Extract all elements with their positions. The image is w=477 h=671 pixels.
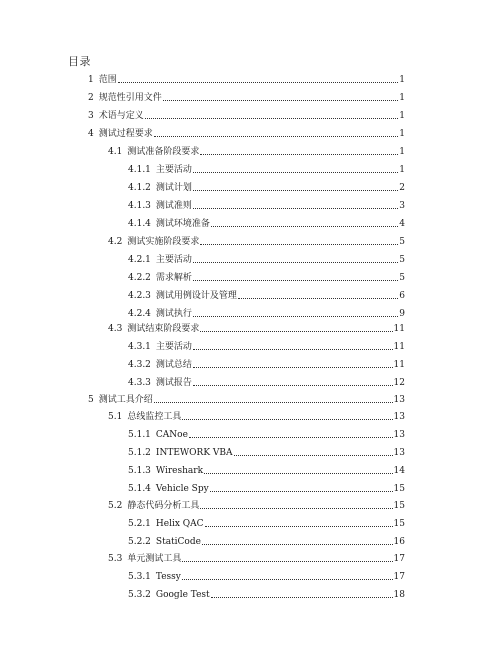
toc-title: 目录 <box>68 55 91 68</box>
toc-entry-page-number: 1 <box>399 129 405 139</box>
toc-entry-label: 测试报告 <box>155 378 192 388</box>
dot-leader <box>200 244 398 245</box>
toc-entry[interactable] <box>128 534 405 548</box>
toc-entry-number: 5.2.2 <box>128 537 151 547</box>
toc-entry[interactable] <box>128 516 405 530</box>
toc-entry-number: 4.2.4 <box>128 309 151 319</box>
toc-entry-label: 术语与定义 <box>98 111 144 121</box>
toc-entry[interactable] <box>128 569 405 583</box>
toc-entry-number: 4.1 <box>108 147 123 157</box>
toc-entry-number: 2 <box>88 93 94 103</box>
toc-entry[interactable] <box>128 481 405 495</box>
dot-leader <box>189 437 393 438</box>
toc-entry-label: 测试环境准备 <box>155 219 210 229</box>
toc-entry-page-number: 13 <box>393 412 405 422</box>
dot-leader <box>182 561 392 562</box>
toc-entry-number: 5.3.2 <box>128 590 151 600</box>
toc-entry-label: 测试计划 <box>155 183 192 193</box>
toc-entry-number: 4.1.3 <box>128 201 151 211</box>
toc-entry-page-number: 3 <box>399 201 405 211</box>
toc-entry-page-number: 4 <box>399 219 405 229</box>
toc-entry-number: 5.3.1 <box>128 572 151 582</box>
toc-entry[interactable] <box>128 357 405 371</box>
toc-entry-page-number: 13 <box>393 448 405 458</box>
toc-entry-page-number: 5 <box>399 237 405 247</box>
toc-entry[interactable] <box>88 108 405 122</box>
toc-entry-number: 1 <box>88 75 94 85</box>
toc-entry-label: 单元测试工具 <box>127 554 182 564</box>
toc-entry-page-number: 5 <box>399 255 405 265</box>
toc-entry-number: 4.1.4 <box>128 219 151 229</box>
toc-entry-label: 主要活动 <box>155 342 192 352</box>
toc-entry-page-number: 14 <box>393 466 405 476</box>
toc-entry-label: 测试实施阶段要求 <box>127 237 200 247</box>
toc-entry-label: 测试执行 <box>155 309 192 319</box>
toc-entry-number: 5.1.1 <box>128 430 151 440</box>
toc-entry-label: Vehicle Spy <box>155 484 209 494</box>
toc-entry[interactable] <box>108 234 405 248</box>
toc-entry-label: 测试准则 <box>155 201 192 211</box>
dot-leader <box>163 100 398 101</box>
toc-entry[interactable] <box>128 288 405 302</box>
toc-entry-label: 静态代码分析工具 <box>127 501 200 511</box>
dot-leader <box>193 385 393 386</box>
toc-entry-page-number: 1 <box>399 75 405 85</box>
toc-entry[interactable] <box>108 144 405 158</box>
dot-leader <box>204 473 393 474</box>
toc-entry[interactable] <box>128 375 405 389</box>
dot-leader <box>205 526 393 527</box>
toc-entry-number: 4.1.1 <box>128 165 151 175</box>
toc-entry-label: 测试准备阶段要求 <box>127 147 200 157</box>
toc-entry-number: 4.2.2 <box>128 273 151 283</box>
toc-entry-number: 5.1.4 <box>128 484 151 494</box>
toc-entry[interactable] <box>128 198 405 212</box>
toc-entry[interactable] <box>128 587 405 601</box>
toc-entry-number: 4.3.3 <box>128 378 151 388</box>
dot-leader <box>193 208 398 209</box>
toc-entry-number: 5.1 <box>108 412 123 422</box>
toc-entry[interactable] <box>108 551 405 565</box>
toc-entry-page-number: 1 <box>399 147 405 157</box>
toc-entry-label: Google Test <box>155 590 210 600</box>
toc-entry[interactable] <box>88 392 405 406</box>
toc-entry-number: 5.1.2 <box>128 448 151 458</box>
toc-entry-label: INTEWORK VBA <box>155 448 233 458</box>
toc-entry[interactable] <box>108 321 405 335</box>
toc-entry-number: 4.2 <box>108 237 123 247</box>
toc-entry-page-number: 5 <box>399 273 405 283</box>
toc-entry-label: 测试用例设计及管理 <box>155 291 237 301</box>
toc-entry-page-number: 11 <box>393 324 405 334</box>
toc-entry-page-number: 6 <box>399 291 405 301</box>
toc-entry-label: 测试过程要求 <box>98 129 153 139</box>
toc-entry-label: Wireshark <box>155 466 204 476</box>
dot-leader <box>193 349 393 350</box>
toc-entry-page-number: 11 <box>393 360 405 370</box>
toc-entry[interactable] <box>128 252 405 266</box>
toc-entry-number: 4.2.3 <box>128 291 151 301</box>
toc-entry[interactable] <box>128 339 405 353</box>
toc-entry-page-number: 13 <box>393 395 405 405</box>
toc-entry[interactable] <box>108 498 405 512</box>
toc-entry-page-number: 12 <box>393 378 405 388</box>
dot-leader <box>238 298 398 299</box>
toc-entry-label: Tessy <box>155 572 181 582</box>
dot-leader <box>118 82 398 83</box>
toc-entry-label: 测试结束阶段要求 <box>127 324 200 334</box>
toc-entry-number: 4.3 <box>108 324 123 334</box>
toc-entry[interactable] <box>108 409 405 423</box>
toc-entry-label: Helix QAC <box>155 519 204 529</box>
toc-entry-page-number: 15 <box>393 501 405 511</box>
toc-entry[interactable] <box>88 72 405 86</box>
toc-entry-label: 测试工具介绍 <box>98 395 153 405</box>
toc-entry-number: 4 <box>88 129 94 139</box>
toc-entry-number: 3 <box>88 111 94 121</box>
toc-entry-page-number: 18 <box>393 590 405 600</box>
toc-entry-number: 4.3.2 <box>128 360 151 370</box>
dot-leader <box>193 172 398 173</box>
toc-entry[interactable] <box>128 216 405 230</box>
toc-entry-label: 主要活动 <box>155 255 192 265</box>
toc-entry-label: StatiCode <box>155 537 201 547</box>
toc-entry-label: 总线监控工具 <box>127 412 182 422</box>
toc-entry-page-number: 1 <box>399 93 405 103</box>
toc-entry-page-number: 9 <box>399 309 405 319</box>
toc-entry[interactable] <box>128 427 405 441</box>
dot-leader <box>182 579 393 580</box>
toc-entry-label: 测试总结 <box>155 360 192 370</box>
toc-entry-number: 5.1.3 <box>128 466 151 476</box>
toc-entry-label: CANoe <box>155 430 188 440</box>
toc-entry-number: 4.3.1 <box>128 342 151 352</box>
dot-leader <box>154 136 398 137</box>
dot-leader <box>154 402 393 403</box>
toc-entry-page-number: 15 <box>393 519 405 529</box>
toc-entry[interactable] <box>128 306 405 320</box>
toc-entry[interactable] <box>128 180 405 194</box>
dot-leader <box>182 419 392 420</box>
toc-entry-label: 规范性引用文件 <box>98 93 162 103</box>
dot-leader <box>211 597 393 598</box>
toc-entry-page-number: 1 <box>399 111 405 121</box>
dot-leader <box>234 455 393 456</box>
toc-entry[interactable] <box>128 463 405 477</box>
toc-entry-page-number: 16 <box>393 537 405 547</box>
toc-entry[interactable] <box>128 162 405 176</box>
dot-leader <box>145 118 398 119</box>
dot-leader <box>202 544 393 545</box>
toc-entry-number: 5.2 <box>108 501 123 511</box>
toc-entry[interactable] <box>128 445 405 459</box>
dot-leader <box>200 154 398 155</box>
toc-entry[interactable] <box>88 126 405 140</box>
toc-entry-number: 5 <box>88 395 94 405</box>
toc-entry-page-number: 17 <box>393 572 405 582</box>
toc-entry-page-number: 17 <box>393 554 405 564</box>
dot-leader <box>193 262 398 263</box>
toc-entry[interactable] <box>88 90 405 104</box>
toc-entry-page-number: 15 <box>393 484 405 494</box>
toc-entry-page-number: 1 <box>399 165 405 175</box>
dot-leader <box>193 367 393 368</box>
dot-leader <box>200 331 392 332</box>
toc-entry-label: 主要活动 <box>155 165 192 175</box>
toc-entry-page-number: 2 <box>399 183 405 193</box>
dot-leader <box>210 491 393 492</box>
dot-leader <box>193 280 398 281</box>
toc-entry-number: 4.1.2 <box>128 183 151 193</box>
toc-entry[interactable] <box>128 270 405 284</box>
toc-entry-page-number: 11 <box>393 342 405 352</box>
toc-entry-label: 需求解析 <box>155 273 192 283</box>
dot-leader <box>200 508 392 509</box>
toc-entry-number: 5.2.1 <box>128 519 151 529</box>
toc-entry-number: 4.2.1 <box>128 255 151 265</box>
dot-leader <box>193 190 398 191</box>
toc-entry-label: 范围 <box>98 75 117 85</box>
dot-leader <box>193 316 398 317</box>
dot-leader <box>211 226 398 227</box>
toc-entry-number: 5.3 <box>108 554 123 564</box>
toc-entry-page-number: 13 <box>393 430 405 440</box>
